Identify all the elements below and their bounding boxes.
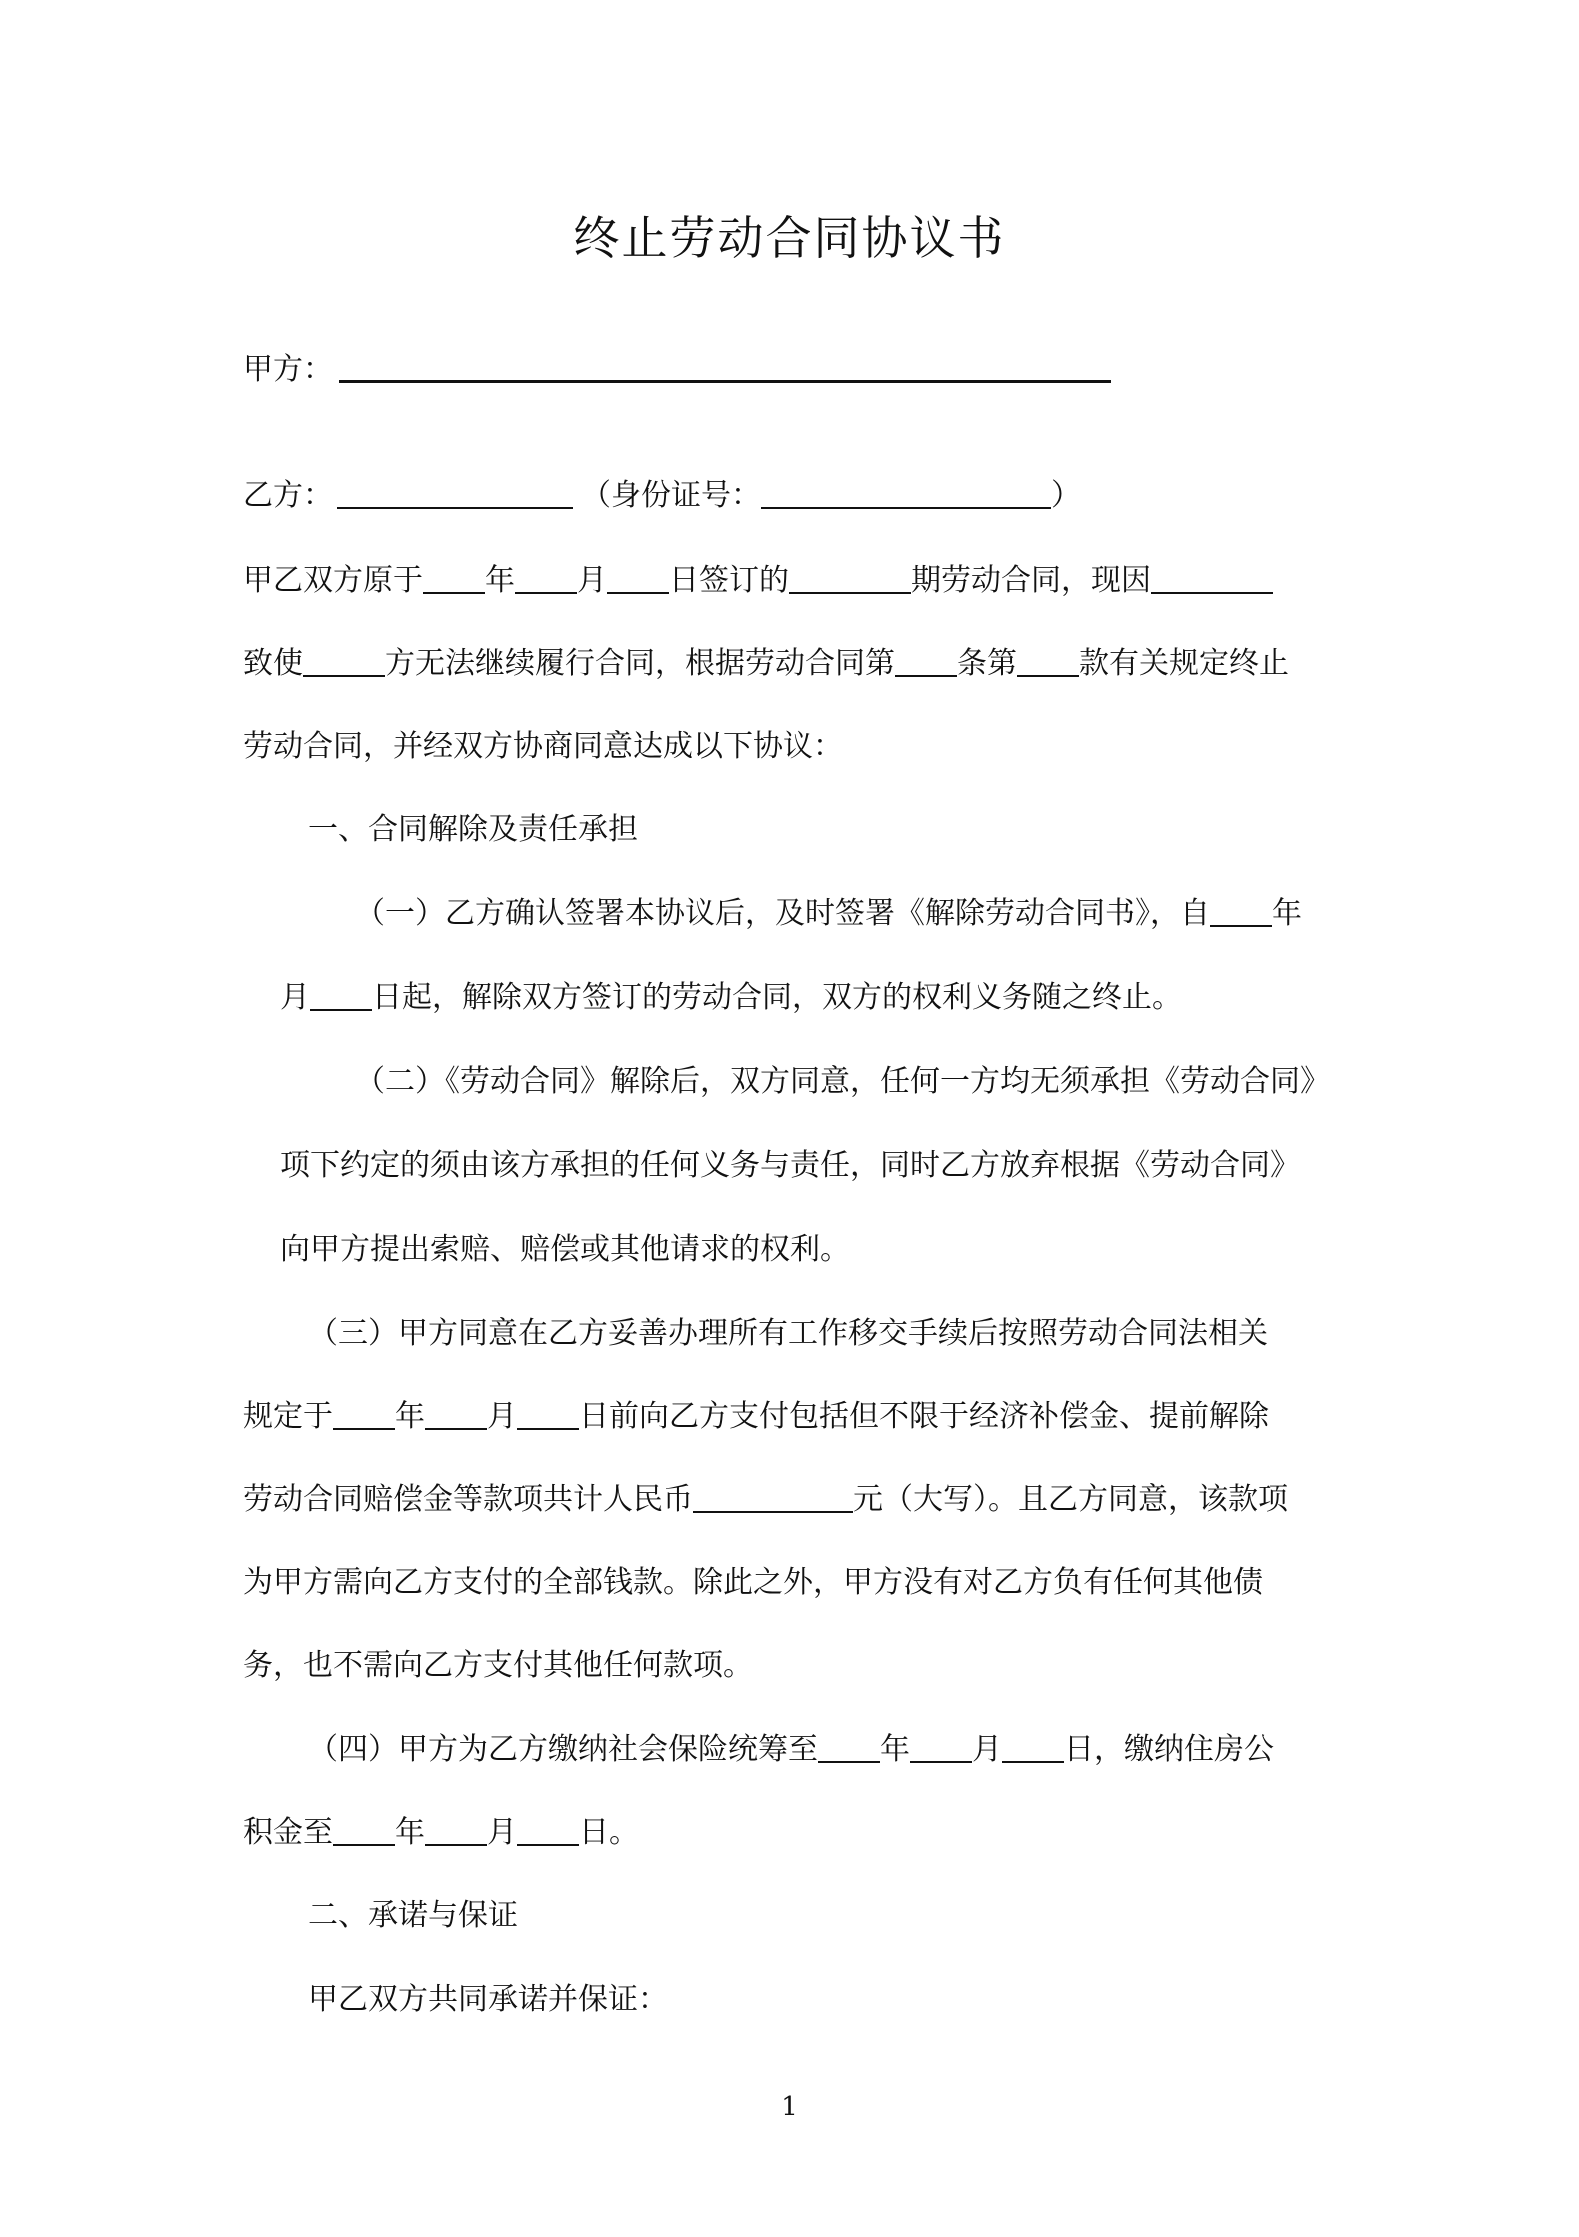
intro-text: 日签订的 — [669, 563, 789, 598]
clause-text: （四）甲方为乙方缴纳社会保险统筹至 — [308, 1732, 818, 1767]
clause-3-line-4: 为甲方需向乙方支付的全部钱款。除此之外，甲方没有对乙方负有任何其他债 — [243, 1565, 1263, 1600]
intro-text: 月 — [577, 563, 607, 598]
sign-year-blank — [423, 562, 485, 594]
section-1-heading: 一、合同解除及责任承担 — [308, 812, 638, 847]
reason-blank — [1151, 562, 1273, 594]
clause-text: 日前向乙方支付包括但不限于经济补偿金、提前解除 — [579, 1399, 1269, 1434]
clause-text: 日，缴纳住房公 — [1064, 1732, 1274, 1767]
clause-text: 年 — [395, 1399, 425, 1434]
intro-line-3: 劳动合同，并经双方协商同意达成以下协议： — [243, 729, 843, 764]
intro-text: 年 — [485, 563, 515, 598]
clause-text: 年 — [880, 1732, 910, 1767]
id-number-blank — [761, 477, 1051, 509]
insurance-year-blank — [818, 1731, 880, 1763]
clause-text: 年 — [1272, 896, 1302, 931]
fund-month-blank — [425, 1814, 487, 1846]
intro-text: 条第 — [957, 646, 1017, 681]
fund-year-blank — [333, 1814, 395, 1846]
party-b-label: 乙方： — [243, 478, 333, 513]
clause-text: 元（大写）。且乙方同意，该款项 — [853, 1482, 1288, 1517]
paragraph-blank — [1017, 645, 1079, 677]
intro-text: 期劳动合同，现因 — [911, 563, 1151, 598]
clause-4-line-1 — [308, 1730, 1274, 1770]
clause-text: 日起，解除双方签订的劳动合同，双方的权利义务随之终止。 — [372, 980, 1182, 1015]
insurance-month-blank — [910, 1731, 972, 1763]
clause-2-line-1: （二）《劳动合同》解除后，双方同意，任何一方均无须承担《劳动合同》 — [355, 1064, 1330, 1099]
clause-text: 月 — [487, 1815, 517, 1850]
clause-1-line-1 — [355, 894, 1302, 934]
clause-1-line-2 — [280, 978, 1182, 1018]
payment-day-blank — [517, 1398, 579, 1430]
sign-month-blank — [515, 562, 577, 594]
intro-text: 款有关规定终止 — [1079, 646, 1289, 681]
clause-text: 月 — [487, 1399, 517, 1434]
intro-line-2 — [243, 644, 1289, 684]
party-b-name-blank — [337, 477, 573, 509]
clause-3-line-3 — [243, 1480, 1288, 1520]
intro-text: 方无法继续履行合同，根据劳动合同第 — [385, 646, 895, 681]
document-title: 终止劳动合同协议书 — [573, 211, 1006, 265]
amount-blank — [693, 1481, 853, 1513]
contract-term-blank — [789, 562, 911, 594]
insurance-day-blank — [1002, 1731, 1064, 1763]
terminate-month-blank — [310, 979, 372, 1011]
intro-text: 致使 — [243, 646, 303, 681]
clause-2-line-3: 向甲方提出索赔、赔偿或其他请求的权利。 — [280, 1232, 850, 1267]
payment-year-blank — [333, 1398, 395, 1430]
party-a-line — [243, 350, 1111, 390]
party-b-line — [243, 476, 1081, 516]
fund-day-blank — [517, 1814, 579, 1846]
id-number-open: （身份证号： — [581, 478, 761, 513]
sign-day-blank — [607, 562, 669, 594]
clause-text: 日。 — [579, 1815, 639, 1850]
clause-3-line-1: （三）甲方同意在乙方妥善办理所有工作移交手续后按照劳动合同法相关 — [308, 1316, 1268, 1351]
section-2-heading: 二、承诺与保证 — [308, 1898, 518, 1933]
clause-text: 年 — [395, 1815, 425, 1850]
party-blank — [303, 645, 385, 677]
party-a-label: 甲方： — [243, 352, 333, 387]
clause-3-line-5: 务，也不需向乙方支付其他任何款项。 — [243, 1648, 753, 1683]
clause-text: 月 — [280, 980, 310, 1015]
clause-text: 劳动合同赔偿金等款项共计人民币 — [243, 1482, 693, 1517]
intro-line-1 — [243, 561, 1273, 601]
party-a-blank — [339, 350, 1111, 383]
clause-text: 积金至 — [243, 1815, 333, 1850]
clause-3-line-2 — [243, 1397, 1269, 1437]
clause-text: （一）乙方确认签署本协议后，及时签署《解除劳动合同书》，自 — [355, 896, 1210, 931]
payment-month-blank — [425, 1398, 487, 1430]
intro-text: 甲乙双方原于 — [243, 563, 423, 598]
clause-text: 规定于 — [243, 1399, 333, 1434]
clause-2-line-2: 项下约定的须由该方承担的任何义务与责任，同时乙方放弃根据《劳动合同》 — [280, 1148, 1300, 1183]
id-number-close: ） — [1051, 478, 1081, 513]
page-number: 1 — [781, 2092, 798, 2122]
terminate-year-blank — [1210, 895, 1272, 927]
clause-text: 月 — [972, 1732, 1002, 1767]
clause-4-line-2 — [243, 1813, 639, 1853]
section-2-intro: 甲乙双方共同承诺并保证： — [308, 1982, 668, 2017]
article-blank — [895, 645, 957, 677]
